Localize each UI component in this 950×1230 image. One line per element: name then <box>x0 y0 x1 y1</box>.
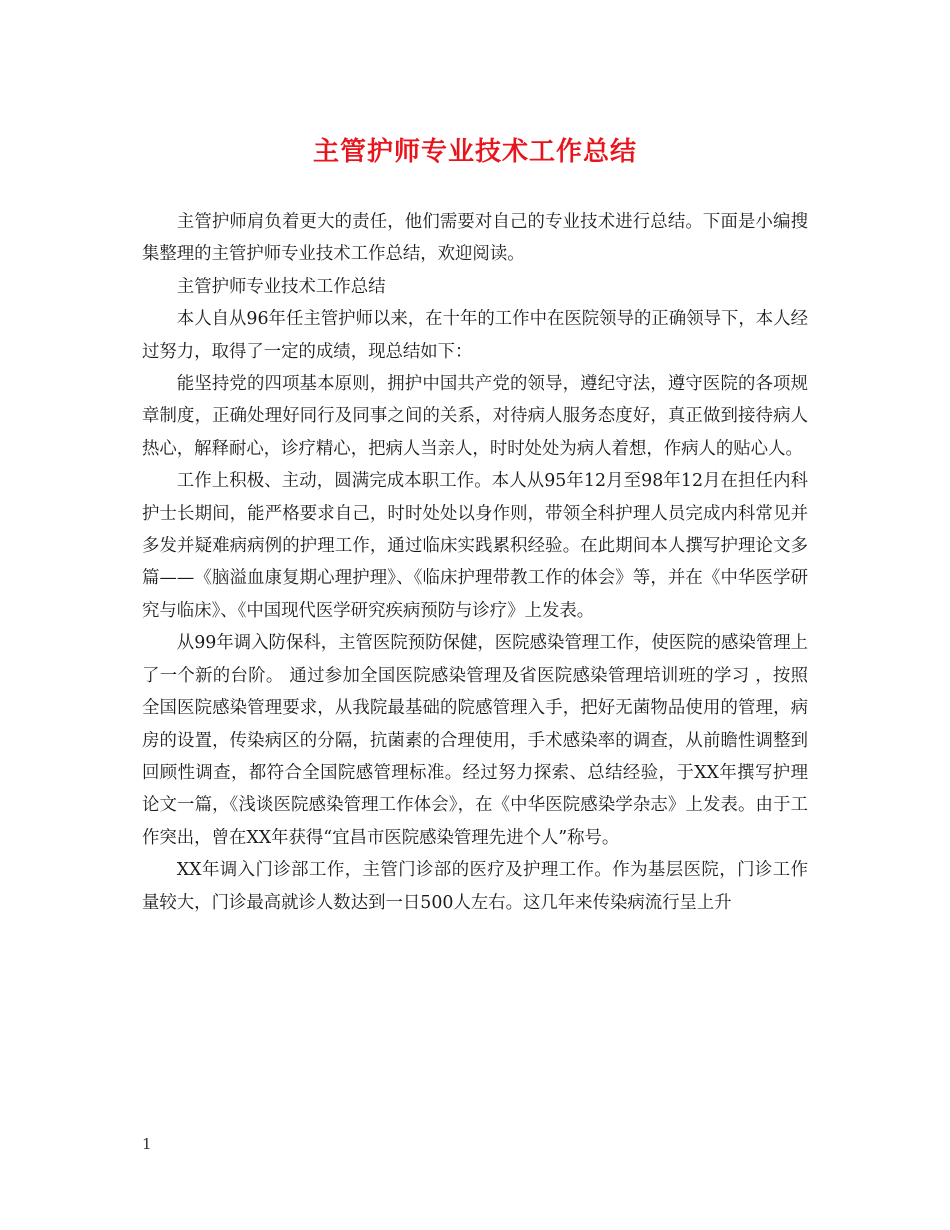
document-body <box>142 206 808 919</box>
paragraph-conduct: 能坚持党的四项基本原则，拥护中国共产党的领导，遵纪守法，遵守医院的各项规章制度，正确处理好同行及同事之间的关系，对待病人服务态度好，真正做到接待病人热心，解释耐心，诊疗精心，把病人当亲人，时时处处为病人着想，作病人的贴心人。 <box>142 374 808 459</box>
paragraph-infection-control: 从99年调入防保科，主管医院预防保健，医院感染管理工作，使医院的感染管理上了一个新的台阶。 通过参加全国医院感染管理及省医院感染管理培训班的学习 ，按照全国医院感染管理要求，从我院最基础的院感管理入手，把好无菌物品使用的管理，病房的设置，传染病区的分隔，抗菌素的合理使用，手术感染率的调查，从前瞻性调整到回顾性调查，都符合全国院感管理标准。经过努力探索、总结经验，于XX年撰写护理论文一篇，《浅谈医院感染管理工作体会》，在《中华医院感染学杂志》上发表。由于工作突出，曾在XX年获得“宜昌市医院感染管理先进个人”称号。 <box>142 633 808 848</box>
paragraph-opening: 本人自从96年任主管护师以来，在十年的工作中在医院领导的正确领导下，本人经过努力，取得了一定的成绩，现总结如下： <box>142 309 808 362</box>
paragraph-internal-medicine: 工作上积极、主动，圆满完成本职工作。本人从95年12月至98年12月在担任内科护士长期间，能严格要求自己，时时处处以身作则，带领全科护理人员完成内科常见并多发并疑难病病例的护理工作，通过临床实践累积经验。在此期间本人撰写护理论文多篇——《脑溢血康复期心理护理》、《临床护理带教工作的体会》等，并在《中华医学研究与临床》、《中国现代医学研究疾病预防与诊疗》上发表。 <box>142 471 808 621</box>
paragraph-subtitle: 主管护师专业技术工作总结 <box>176 276 386 297</box>
paragraph-outpatient: XX年调入门诊部工作，主管门诊部的医疗及护理工作。作为基层医院，门诊工作量较大，门诊最高就诊人数达到一日500人左右。这几年来传染病流行呈上升 <box>142 860 808 913</box>
document-title: 主管护师专业技术工作总结 <box>312 137 637 167</box>
page-number: 1 <box>142 1135 152 1153</box>
paragraph-intro: 主管护师肩负着更大的责任，他们需要对自己的专业技术进行总结。下面是小编搜集整理的主管护师专业技术工作总结，欢迎阅读。 <box>142 212 808 265</box>
